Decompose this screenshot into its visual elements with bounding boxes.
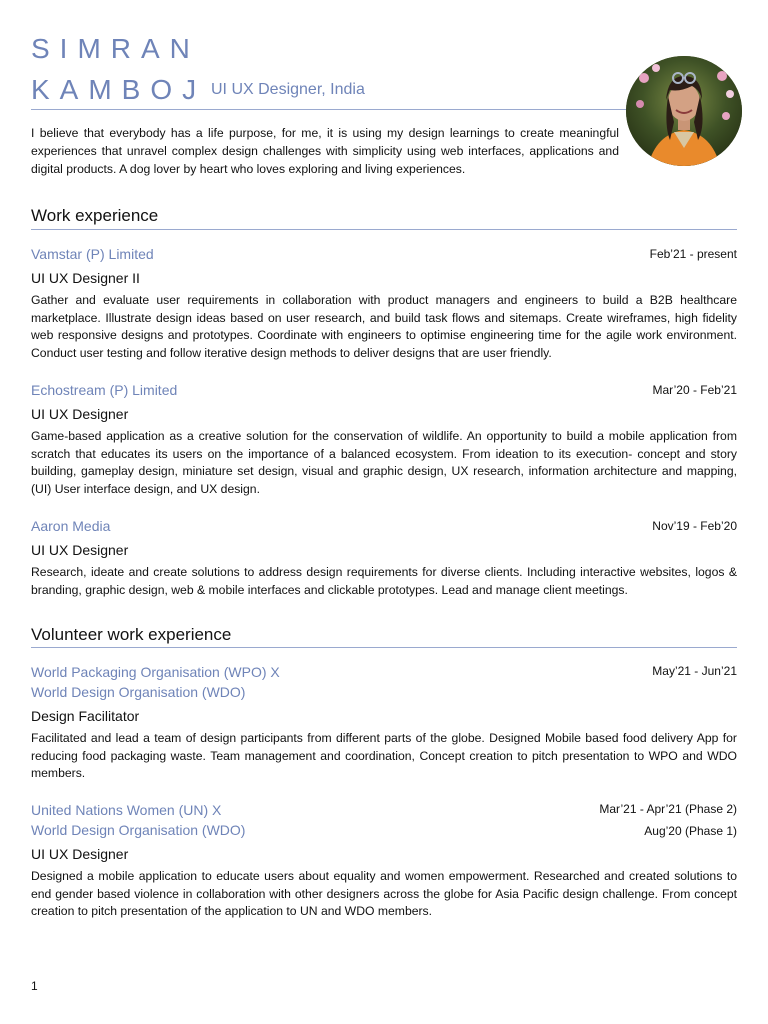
org-name: Aaron Media — [31, 518, 111, 534]
job-role: UI UX Designer II — [31, 270, 140, 286]
date-range: Mar’20 - Feb’21 — [652, 383, 737, 397]
date-range-phase-1: Aug’20 (Phase 1) — [644, 824, 737, 838]
section-title-work: Work experience — [31, 206, 159, 225]
org-name: World Packaging Organisation (WPO) X — [31, 664, 280, 680]
org-name: Echostream (P) Limited — [31, 382, 178, 398]
job-description: Facilitated and lead a team of design participants from different parts of the globe. Designed Mobile based food delivery App for reducing food packaging waste. Team management and coordination, Concept creation to pitch presentation to WPO and WDO members. — [31, 731, 737, 780]
section-divider-work — [31, 229, 737, 230]
org-name: Vamstar (P) Limited — [31, 246, 154, 262]
job-description: Research, ideate and create solutions to address design requirements for diverse clients. Including interactive websites, logos & branding, graphic design, web & mobile interfaces and clickable prototypes. Lead and manage client meetings. — [31, 565, 737, 597]
last-name: KAMBOJ — [31, 74, 207, 105]
job-role: UI UX Designer — [31, 846, 129, 862]
date-range: Nov’19 - Feb’20 — [652, 519, 737, 533]
section-title-volunteer: Volunteer work experience — [31, 625, 232, 644]
org-name-line2: World Design Organisation (WDO) — [31, 822, 246, 838]
org-name-line2: World Design Organisation (WDO) — [31, 684, 246, 700]
first-name: SIMRAN — [31, 33, 200, 64]
date-range: Feb’21 - present — [649, 247, 737, 261]
date-range-phase-2: Mar’21 - Apr’21 (Phase 2) — [599, 802, 737, 816]
job-role: Design Facilitator — [31, 708, 140, 724]
job-role: UI UX Designer — [31, 542, 129, 558]
profile-photo-icon — [626, 56, 742, 166]
org-name: United Nations Women (UN) X — [31, 802, 222, 818]
page-number: 1 — [31, 979, 38, 993]
section-divider-volunteer — [31, 647, 737, 648]
job-description: Gather and evaluate user requirements in collaboration with product managers and engineers to build a B2B healthcare marketplace. Illustrate design ideas based on user research, and build task flows and sitemaps. Create wireframes, high fidelity web responsive designs and prototypes. Coordinate with engineers to optimise engineering time for the agile work environment. Conduct user testing and follow iterative design methods to deliver designs that are user friendly. — [31, 293, 737, 360]
job-description: Game-based application as a creative solution for the conservation of wildlife. An opportunity to build a mobile application from scratch that educates its users on the importance of a balanced ecosystem. From ideation to its execution- concept and story building, gameplay design, miniature set design, visual and graphic design, UX research, information architecture and mapping, (UI) User interface design, and UX design. — [31, 429, 737, 496]
header-divider — [31, 109, 631, 110]
job-role: UI UX Designer — [31, 406, 129, 422]
avatar — [626, 56, 742, 166]
intro-paragraph: I believe that everybody has a life purpose, for me, it is using my design learnings to create meaningful experiences that unravel complex design challenges with simplicity using web interfaces, applications and digital products. A dog lover by heart who loves exploring and living experiences. — [31, 126, 619, 176]
job-description: Designed a mobile application to educate users about equality and women empowerment. Researched and created solutions to end gender based violence in collaboration with other designers across the globe for Asia Pacific design challenge. From concept creation to pitch presentation of the application to UN and WDO members. — [31, 869, 737, 918]
date-range: May’21 - Jun’21 — [652, 664, 737, 678]
role-title: UI UX Designer, India — [211, 81, 365, 98]
